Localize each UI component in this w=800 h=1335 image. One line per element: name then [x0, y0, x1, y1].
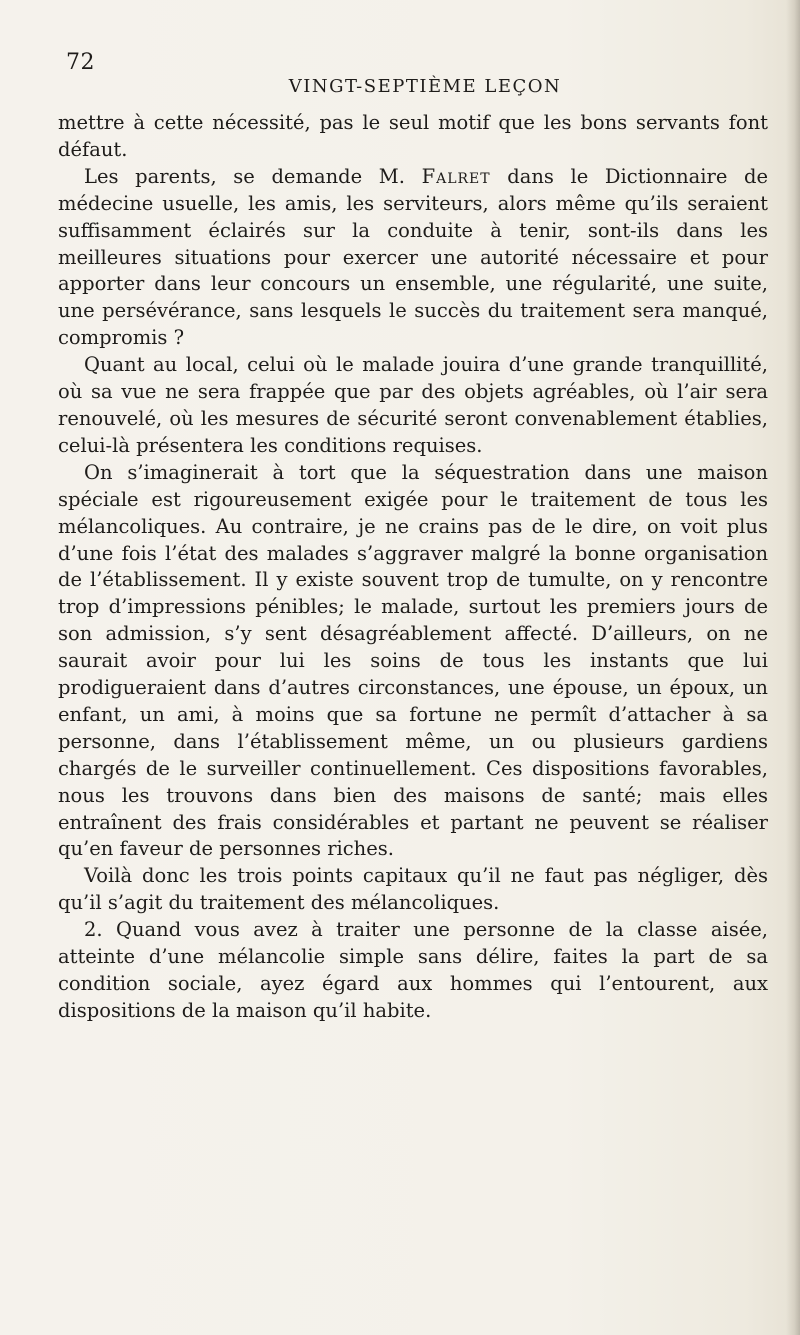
- body-text: [58, 110, 768, 1025]
- paragraph-5: Voilà donc les trois points capitaux qu’il ne faut pas négliger, dès qu’il s’agit du traitement des mélancoliques.: [58, 864, 768, 915]
- paragraph-4: On s’imaginerait à tort que la séquestration dans une maison spéciale est rigoureusement exigée pour le traitement de tous les mélancoliques. Au contraire, je ne crains pas de le dire, on voit plus d’une fois l’état des malades s’aggraver malgré la bonne organisation de l’établissement. Il y existe souvent trop de tumulte, on y rencontre trop d’impressions pénibles; le malade, surtout les premiers jours de son admission, s’y sent désagréablement affecté. D’ailleurs, on ne saurait avoir pour lui les soins de tous les instants que lui prodigueraient dans d’autres circonstances, une épouse, un époux, un enfant, un ami, à moins que sa fortune ne permît d’attacher à sa personne, dans l’établissement même, un ou plusieurs gardiens chargés de le surveiller continuellement. Ces dispositions favorables, nous les trouvons dans bien des maisons de santé; mais elles entraînent des frais considérables et partant ne peuvent se réaliser qu’en faveur de personnes riches.: [58, 460, 768, 861]
- paragraph-2-start: Les parents, se demande M.: [84, 164, 422, 188]
- author-name: Falret: [421, 164, 491, 188]
- page-number: 72: [66, 50, 95, 75]
- page-edge-shadow: [786, 0, 800, 1335]
- paragraph-2-rest: dans le Dictionnaire de médecine usuelle, les amis, les serviteurs, alors même qu’ils seraient suffisamment éclairés sur la conduite à tenir, sont-ils dans les meilleures situations pour exercer une autorité nécessaire et pour apporter dans leur concours un ensemble, une régularité, une suite, une persévérance, sans lesquels le succès du traitement sera manqué, compromis ?: [58, 164, 768, 350]
- paragraph-3: Quant au local, celui où le malade jouira d’une grande tranquillité, où sa vue ne sera frappée que par des objets agréables, où l’air sera renouvelé, où les mesures de sécurité seront convenablement établies, celui-là présentera les conditions requises.: [58, 353, 768, 457]
- paragraph-1: mettre à cette nécessité, pas le seul motif que les bons servants font défaut.: [58, 111, 768, 161]
- running-head: VINGT-SEPTIÈME LEÇON: [288, 76, 562, 97]
- paragraph-2: [58, 164, 768, 352]
- paragraph-6: 2. Quand vous avez à traiter une personne de la classe aisée, atteinte d’une mélancolie simple sans délire, faites la part de sa condition sociale, ayez égard aux hommes qui l’entourent, aux dispositions de la maison qu’il habite.: [58, 918, 768, 1022]
